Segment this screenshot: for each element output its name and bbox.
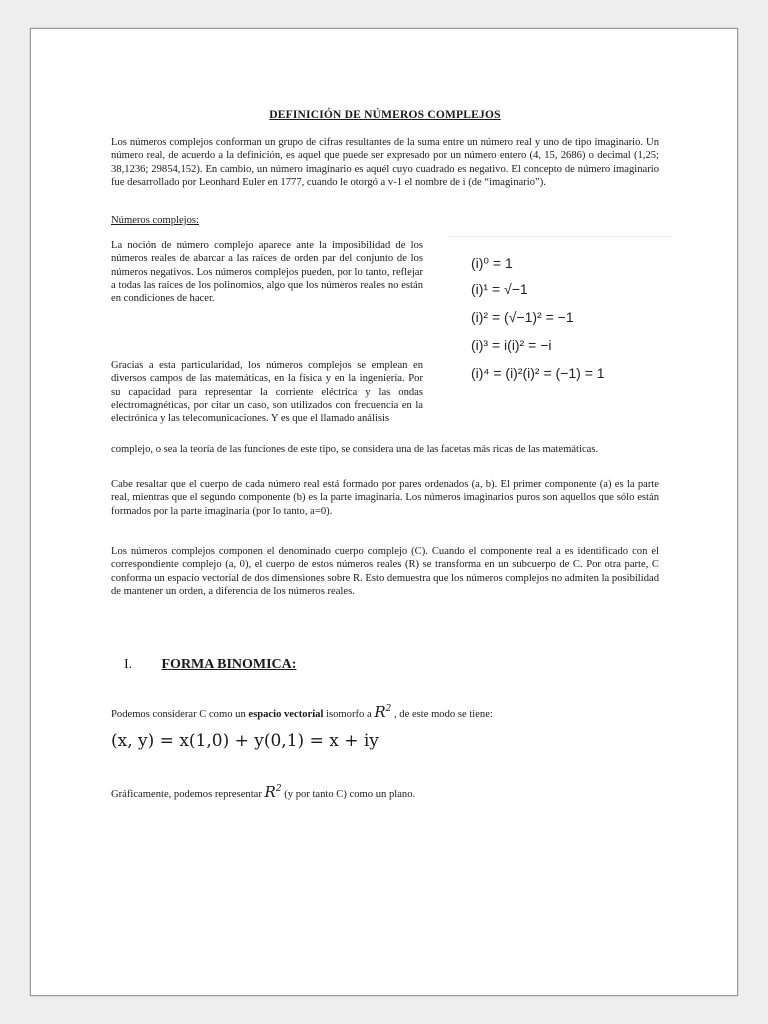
intro-paragraph: Los números complejos conforman un grupo de cifras resultantes de la suma entre un número real y uno de tipo imaginario. Un número real, de acuerdo a la definición, es aquel que puede ser expresado por un número entero (4, 15, 2686) o decimal (1,25; 38,1236; 29854,152). En cambio, un número imaginario es aquél cuyo cuadrado es negativo. El concepto de número imaginario fue desarrollado por Leonhard Euler en 1777, cuando le otorgó a v-1 el nombre de i (de “imaginario”). xyxy=(111,137,659,188)
paragraph-graficamente xyxy=(111,783,415,801)
section-number: I. xyxy=(124,657,133,672)
document-page xyxy=(30,28,738,996)
r2-symbol: $R^2$ xyxy=(374,703,392,721)
paragraph-espacio-vectorial xyxy=(111,703,493,721)
p7-text-before: Gráficamente, podemos representar xyxy=(111,789,265,800)
paragraph-cabe-resaltar: Cabe resaltar que el cuerpo de cada número real está formado por pares ordenados (a, b). El primer componente (a) es la parte real, mientras que el segundo componente (b) es la parte imaginaria. Los números imaginarios puros son aquellos que sólo están formados por la parte imaginaria (por lo tanto, a=0). xyxy=(111,479,659,517)
subheading-numeros-complejos: Números complejos: xyxy=(111,215,199,226)
paragraph-nocion: La noción de número complejo aparece ante la imposibilidad de los números reales de abarcar a las raíces de orden par del conjunto de los números negativos. Los números complejos pueden, por lo tanto, reflejar a todas las raíces de los polinomios, algo que los números reales no están en condiciones de hacer. xyxy=(111,240,423,305)
powers-of-i-figure xyxy=(449,236,671,405)
section-label: FORMA BINOMICA: xyxy=(161,657,297,672)
p6-bold-term: espacio vectorial xyxy=(248,709,324,720)
formula-i2: (i)² = (√−1)² = −1 xyxy=(471,309,574,325)
formula-i1: (i)¹ = √−1 xyxy=(471,281,528,297)
formula-i4: (i)⁴ = (i)²(i)² = (−1) = 1 xyxy=(471,365,605,381)
p6-text-middle: isomorfo a xyxy=(323,709,375,720)
page-title: DEFINICIÓN DE NÚMEROS COMPLEJOS xyxy=(269,109,501,121)
binomial-equation: (x, y) = x(1,0) + y(0,1) = x + iy xyxy=(111,731,379,751)
p6-text-before: Podemos considerar C como un xyxy=(111,709,249,720)
paragraph-gracias-continued: complejo, o sea la teoría de las funciones de este tipo, se considera una de las facetas más ricas de las matemáticas. xyxy=(111,444,599,455)
section-heading xyxy=(124,657,296,673)
r2-symbol-2: $R^2$ xyxy=(264,783,282,801)
formula-i0: (i)⁰ = 1 xyxy=(471,255,513,271)
paragraph-cuerpo-complejo: Los números complejos componen el denominado cuerpo complejo (C). Cuando el componente real a es identificado con el correspondiente complejo (a, 0), el cuerpo de estos números reales (R) se transforma en un subcuerpo de C. Por otra parte, C conforma un espacio vectorial de dos dimensiones sobre R. Esto demuestra que los números complejos no admiten la posibilidad de mantener un orden, a diferencia de los números reales. xyxy=(111,546,659,597)
paragraph-gracias: Gracias a esta particularidad, los números complejos se emplean en diversos campos de las matemáticas, en la física y en la ingeniería. Por su capacidad para representar la corriente eléctrica y las ondas electromagnéticas, por citar un caso, son utilizados con frecuencia en la electrónica y las telecomunicaciones. Y es que el llamado análisis xyxy=(111,360,423,425)
formula-i3: (i)³ = i(i)² = −i xyxy=(471,337,552,353)
p6-text-after: , de este modo se tiene: xyxy=(391,709,493,720)
p7-text-after: (y por tanto C) como un plano. xyxy=(281,789,416,800)
